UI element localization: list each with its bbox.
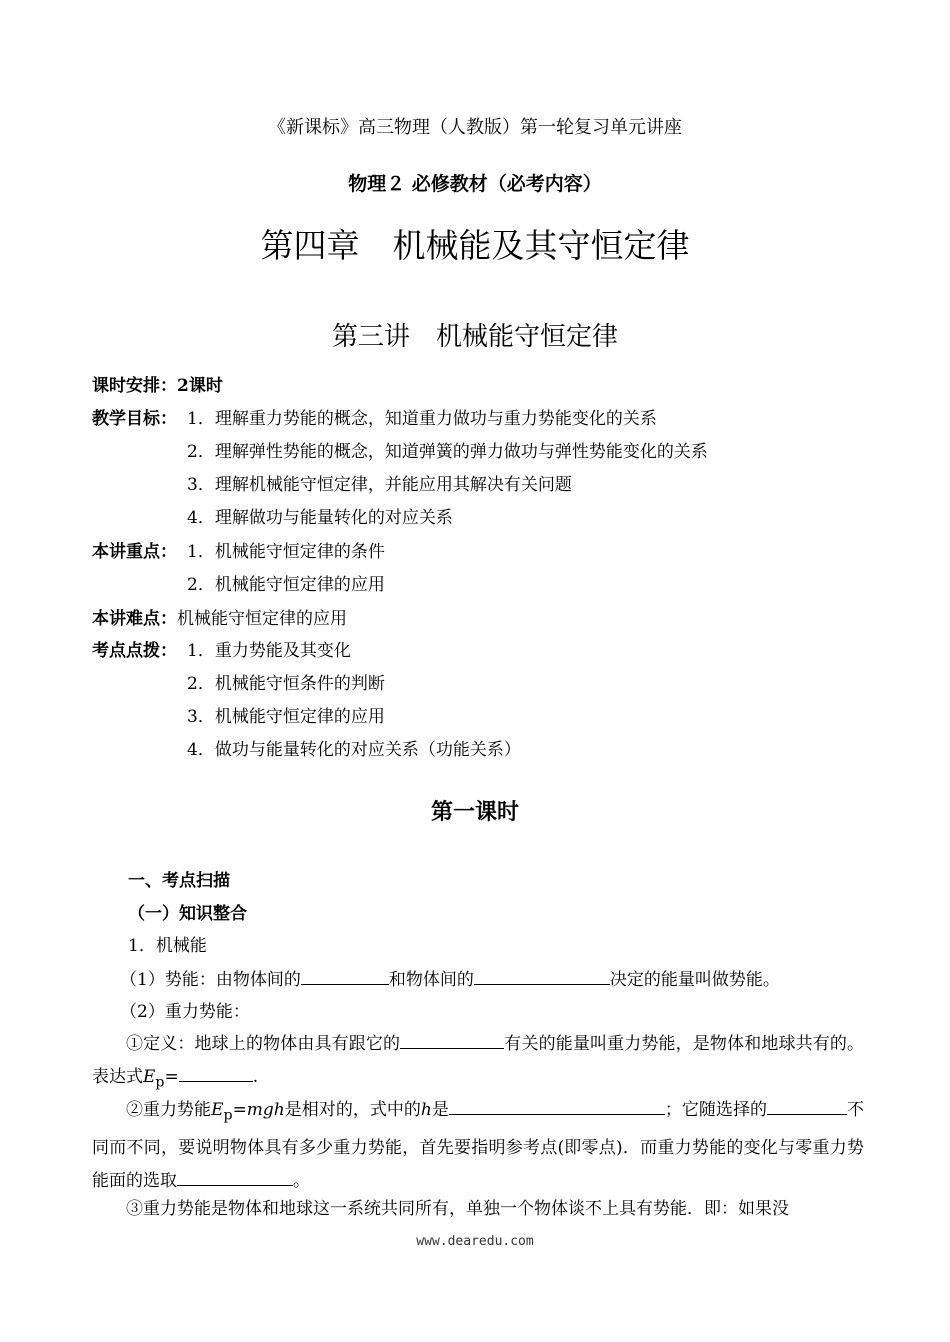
goal-item: 2．理解弹性势能的概念，知道弹簧的弹力做功与弹性势能变化的关系 — [187, 442, 708, 462]
item-heading: 1．机械能 — [128, 936, 207, 956]
difficulty-label: 本讲难点： — [92, 609, 177, 629]
paragraph-definition — [92, 1028, 864, 1099]
text-run: 是相对的，式中的 — [284, 1100, 421, 1120]
point-item: 1．重力势能及其变化 — [187, 641, 351, 661]
schedule-line — [92, 375, 223, 397]
points-label: 考点点拨： — [92, 641, 177, 661]
text-run: 有关的能量叫重力势能，是物体和地球共有的。表达式 — [92, 1034, 865, 1087]
goal-item: 1．理解重力势能的概念，知道重力做功与重力势能变化的关系 — [187, 409, 657, 429]
fill-blank[interactable] — [767, 1097, 847, 1115]
fill-blank[interactable] — [449, 1097, 665, 1115]
section-heading: 一、考点扫描 — [128, 871, 230, 891]
symbol-subscript: p — [223, 1107, 233, 1124]
point-item: 4．做功与能量转化的对应关系（功能关系） — [187, 740, 521, 760]
formula: =mgh — [232, 1100, 285, 1120]
lecture-title: 第三讲 机械能守恒定律 — [331, 322, 618, 352]
text-run: 决定的能量叫做势能。 — [609, 970, 780, 990]
symbol-subscript: p — [155, 1074, 165, 1091]
symbol-e: E — [143, 1067, 156, 1087]
point-item: 2．机械能守恒条件的判断 — [187, 674, 385, 694]
text-run: . — [252, 1067, 259, 1087]
text-run: ②重力势能 — [126, 1100, 212, 1120]
paragraph-relative — [92, 1094, 864, 1198]
paragraph-potential-energy — [120, 967, 780, 991]
text-run: 和物体间的 — [388, 970, 474, 990]
book-title: 物理２ 必修教材（必考内容） — [348, 173, 602, 195]
schedule-value: 2课时 — [177, 376, 223, 396]
subsection-heading: （一）知识整合 — [128, 904, 247, 924]
paragraph-gravity-potential: （2）重力势能： — [120, 1002, 250, 1022]
fill-blank[interactable] — [177, 1168, 293, 1186]
text-run: = — [164, 1067, 179, 1087]
series-title: 《新课标》高三物理（人教版）第一轮复习单元讲座 — [268, 117, 682, 138]
footer-url: www.dearedu.com — [416, 1234, 534, 1249]
paragraph-system: ③重力势能是物体和地球这一系统共同所有，单独一个物体谈不上具有势能．即：如果没 — [126, 1199, 789, 1219]
difficulty-text: 机械能守恒定律的应用 — [177, 609, 347, 629]
schedule-label: 课时安排： — [92, 376, 177, 396]
goals-label: 教学目标： — [92, 409, 177, 429]
focus-label: 本讲重点： — [92, 542, 177, 562]
text-run: 是 — [431, 1100, 449, 1120]
lesson-title: 第一课时 — [430, 800, 519, 825]
text-run: ①定义：地球上的物体由具有跟它的 — [126, 1034, 401, 1054]
difficulty-line — [92, 608, 347, 630]
symbol-e: E — [211, 1100, 224, 1120]
focus-item: 2．机械能守恒定律的应用 — [187, 575, 385, 595]
text-run: ；它随选择的 — [664, 1100, 767, 1120]
text-run: 。 — [293, 1171, 310, 1192]
goal-item: 3．理解机械能守恒定律，并能应用其解决有关问题 — [187, 475, 572, 495]
focus-item: 1．机械能守恒定律的条件 — [187, 542, 385, 562]
text-run: 不同而不同，要说明物体具有多少重力势能，首先要指明参考点(即零点)．而重力势能的变化与零重力势能面的选取 — [92, 1100, 864, 1192]
fill-blank[interactable] — [400, 1031, 504, 1049]
goal-item: 4．理解做功与能量转化的对应关系 — [187, 508, 453, 528]
fill-blank[interactable] — [179, 1064, 253, 1082]
fill-blank[interactable] — [301, 967, 389, 985]
chapter-title: 第四章 机械能及其守恒定律 — [260, 226, 690, 265]
text-run: （1）势能：由物体间的 — [120, 970, 301, 990]
symbol-h: h — [420, 1100, 432, 1120]
point-item: 3．机械能守恒定律的应用 — [187, 707, 385, 727]
fill-blank[interactable] — [474, 967, 610, 985]
